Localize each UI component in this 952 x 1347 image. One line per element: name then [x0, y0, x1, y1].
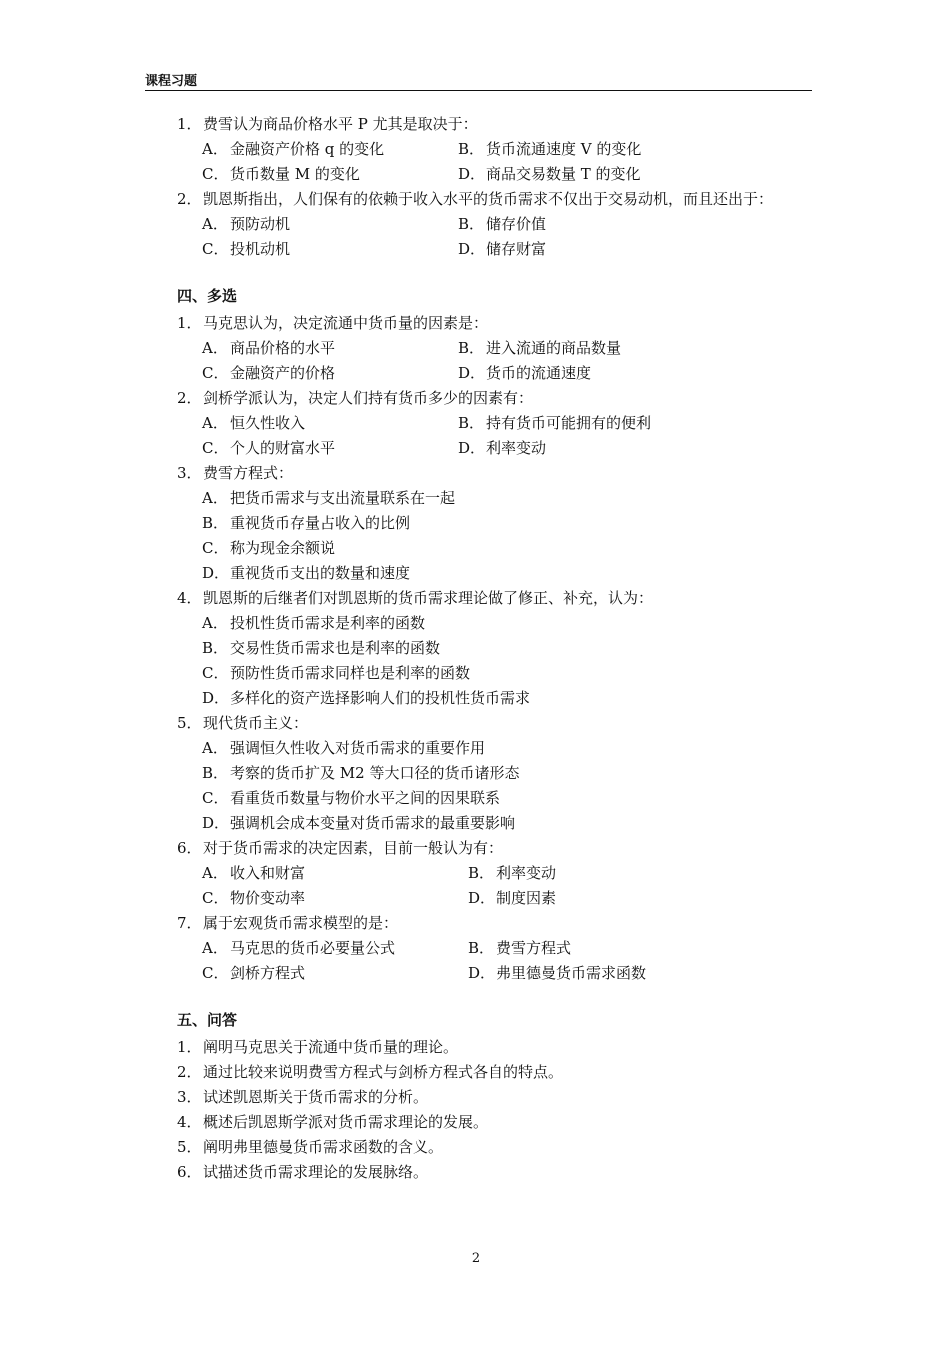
question — [145, 187, 812, 212]
option-text: 费雪方程式 — [496, 939, 572, 957]
option-b — [468, 861, 734, 886]
option-c — [202, 162, 458, 187]
option-a — [202, 861, 468, 886]
option-text: 货币流通速度 V 的变化 — [486, 140, 642, 158]
option-text: 重视货币支出的数量和速度 — [230, 564, 411, 582]
question-number: 7． — [177, 914, 202, 932]
option-text: 考察的货币扩及 M2 等大口径的货币诸形态 — [230, 764, 520, 782]
option-text: 多样化的资产选择影响人们的投机性货币需求 — [230, 689, 531, 707]
essay-question — [145, 1035, 812, 1060]
option-text: 看重货币数量与物价水平之间的因果联系 — [230, 789, 501, 807]
option-letter: B． — [202, 514, 229, 532]
option-letter: C． — [202, 539, 229, 557]
option-text: 剑桥方程式 — [230, 964, 306, 982]
option-text: 个人的财富水平 — [230, 439, 336, 457]
option-a — [202, 212, 458, 237]
option-a — [202, 411, 458, 436]
option-c — [202, 786, 812, 811]
option-b — [202, 636, 812, 661]
option-group — [145, 411, 812, 461]
question — [145, 112, 812, 137]
option-a — [202, 736, 812, 761]
option-text: 预防动机 — [230, 215, 291, 233]
question-number: 4． — [177, 1113, 202, 1131]
question-text: 对于货币需求的决定因素，目前一般认为有： — [203, 839, 504, 857]
option-letter: B． — [202, 639, 229, 657]
essay-question — [145, 1160, 812, 1185]
page-number: 2 — [471, 1251, 481, 1266]
option-text: 物价变动率 — [230, 889, 306, 907]
option-d — [202, 686, 812, 711]
question-text: 概述后凯恩斯学派对货币需求理论的发展。 — [203, 1113, 489, 1131]
option-text: 称为现金余额说 — [230, 539, 336, 557]
option-group — [145, 861, 812, 911]
question — [145, 586, 812, 611]
section-title-multi-choice: 四、多选 — [177, 287, 238, 305]
option-text: 制度因素 — [496, 889, 557, 907]
option-text: 进入流通的商品数量 — [486, 339, 622, 357]
question-number: 4． — [177, 589, 202, 607]
question-text: 费雪方程式： — [203, 464, 294, 482]
option-b — [458, 336, 714, 361]
essay-question — [145, 1110, 812, 1135]
question-text: 剑桥学派认为，决定人们持有货币多少的因素有： — [203, 389, 534, 407]
option-b — [458, 212, 714, 237]
option-letter: D． — [202, 564, 230, 582]
question — [145, 911, 812, 936]
option-text: 储存价值 — [486, 215, 547, 233]
option-a — [202, 486, 812, 511]
option-text: 商品交易数量 T 的变化 — [486, 165, 641, 183]
option-letter: B． — [458, 140, 485, 158]
option-letter: D． — [468, 889, 496, 907]
essay-section — [145, 1035, 812, 1185]
header-title: 课程习题 — [145, 74, 198, 89]
option-c — [202, 661, 812, 686]
question-number: 5． — [177, 1138, 202, 1156]
option-text: 强调恒久性收入对货币需求的重要作用 — [230, 739, 486, 757]
option-b — [468, 936, 734, 961]
option-text: 利率变动 — [496, 864, 557, 882]
question-number: 1． — [177, 314, 202, 332]
option-text: 重视货币存量占收入的比例 — [230, 514, 411, 532]
question-number: 1． — [177, 115, 202, 133]
option-c — [202, 237, 458, 262]
option-group — [145, 736, 812, 836]
option-c — [202, 536, 812, 561]
option-letter: B． — [468, 864, 495, 882]
option-letter: A． — [202, 140, 228, 158]
option-letter: B． — [458, 414, 485, 432]
option-text: 持有货币可能拥有的便利 — [486, 414, 652, 432]
option-d — [458, 162, 714, 187]
option-a — [202, 336, 458, 361]
option-letter: C． — [202, 789, 229, 807]
option-group — [145, 936, 812, 986]
option-letter: D． — [458, 439, 486, 457]
page-header — [145, 68, 812, 91]
option-c — [202, 886, 468, 911]
option-letter: A． — [202, 414, 228, 432]
question-text: 试述凯恩斯关于货币需求的分析。 — [203, 1088, 429, 1106]
option-letter: A． — [202, 614, 228, 632]
question-number: 2． — [177, 1063, 202, 1081]
option-text: 货币的流通速度 — [486, 364, 592, 382]
option-letter: A． — [202, 739, 228, 757]
option-text: 弗里德曼货币需求函数 — [496, 964, 647, 982]
question-number: 5． — [177, 714, 202, 732]
option-a — [202, 936, 468, 961]
option-letter: C． — [202, 439, 229, 457]
option-letter: D． — [202, 814, 230, 832]
question-text: 试描述货币需求理论的发展脉络。 — [203, 1163, 429, 1181]
option-letter: D． — [458, 240, 486, 258]
option-letter: A． — [202, 215, 228, 233]
option-b — [458, 137, 714, 162]
option-group — [145, 486, 812, 586]
option-c — [202, 361, 458, 386]
option-letter: C． — [202, 664, 229, 682]
question-number: 3． — [177, 464, 202, 482]
section-title-essay: 五、问答 — [177, 1011, 238, 1029]
question-number: 6． — [177, 1163, 202, 1181]
question-text: 属于宏观货币需求模型的是： — [203, 914, 399, 932]
option-text: 恒久性收入 — [230, 414, 306, 432]
option-letter: D． — [202, 689, 230, 707]
essay-question — [145, 1060, 812, 1085]
question-text: 阐明弗里德曼货币需求函数的含义。 — [203, 1138, 444, 1156]
option-c — [202, 436, 458, 461]
question — [145, 711, 812, 736]
option-c — [202, 961, 468, 986]
option-text: 预防性货币需求同样也是利率的函数 — [230, 664, 471, 682]
essay-question — [145, 1085, 812, 1110]
question — [145, 386, 812, 411]
option-text: 马克思的货币必要量公式 — [230, 939, 396, 957]
question-text: 凯恩斯指出，人们保有的依赖于收入水平的货币需求不仅出于交易动机，而且还出于： — [203, 190, 774, 208]
option-letter: D． — [468, 964, 496, 982]
option-a — [202, 611, 812, 636]
multi-choice-section — [145, 311, 812, 986]
question-text: 现代货币主义： — [203, 714, 309, 732]
option-text: 收入和财富 — [230, 864, 306, 882]
question-text: 通过比较来说明费雪方程式与剑桥方程式各自的特点。 — [203, 1063, 564, 1081]
option-letter: B． — [458, 339, 485, 357]
option-group — [145, 611, 812, 711]
option-d — [458, 237, 714, 262]
option-text: 金融资产价格 q 的变化 — [230, 140, 385, 158]
option-letter: B． — [468, 939, 495, 957]
option-group — [145, 137, 812, 187]
option-text: 投机性货币需求是利率的函数 — [230, 614, 426, 632]
option-d — [202, 811, 812, 836]
option-letter: A． — [202, 489, 228, 507]
option-text: 金融资产的价格 — [230, 364, 336, 382]
question — [145, 461, 812, 486]
option-d — [468, 961, 734, 986]
option-d — [468, 886, 734, 911]
option-text: 交易性货币需求也是利率的函数 — [230, 639, 441, 657]
option-d — [202, 561, 812, 586]
option-letter: C． — [202, 964, 229, 982]
option-text: 商品价格的水平 — [230, 339, 336, 357]
option-text: 货币数量 M 的变化 — [230, 165, 360, 183]
option-letter: C． — [202, 165, 229, 183]
essay-question — [145, 1135, 812, 1160]
option-text: 利率变动 — [486, 439, 547, 457]
option-group — [145, 212, 812, 262]
option-d — [458, 436, 714, 461]
question-number: 3． — [177, 1088, 202, 1106]
option-b — [202, 511, 812, 536]
question-text: 费雪认为商品价格水平 P 尤其是取决于： — [203, 115, 478, 133]
option-text: 把货币需求与支出流量联系在一起 — [230, 489, 456, 507]
option-letter: C． — [202, 240, 229, 258]
option-d — [458, 361, 714, 386]
question-number: 2． — [177, 389, 202, 407]
option-text: 投机动机 — [230, 240, 291, 258]
option-letter: D． — [458, 364, 486, 382]
single-choice-section — [145, 112, 812, 262]
option-letter: D． — [458, 165, 486, 183]
option-b — [458, 411, 714, 436]
question-text: 凯恩斯的后继者们对凯恩斯的货币需求理论做了修正、补充，认为： — [203, 589, 654, 607]
option-letter: C． — [202, 364, 229, 382]
question-number: 6． — [177, 839, 202, 857]
option-a — [202, 137, 458, 162]
question — [145, 836, 812, 861]
option-text: 储存财富 — [486, 240, 547, 258]
option-text: 强调机会成本变量对货币需求的最重要影响 — [230, 814, 516, 832]
option-letter: B． — [202, 764, 229, 782]
document-body — [145, 112, 812, 1185]
option-letter: C． — [202, 889, 229, 907]
question-number: 2． — [177, 190, 202, 208]
option-letter: A． — [202, 939, 228, 957]
question-text: 马克思认为，决定流通中货币量的因素是： — [203, 314, 489, 332]
option-letter: A． — [202, 864, 228, 882]
question-number: 1． — [177, 1038, 202, 1056]
question — [145, 311, 812, 336]
option-letter: A． — [202, 339, 228, 357]
option-group — [145, 336, 812, 386]
option-b — [202, 761, 812, 786]
option-letter: B． — [458, 215, 485, 233]
question-text: 阐明马克思关于流通中货币量的理论。 — [203, 1038, 459, 1056]
